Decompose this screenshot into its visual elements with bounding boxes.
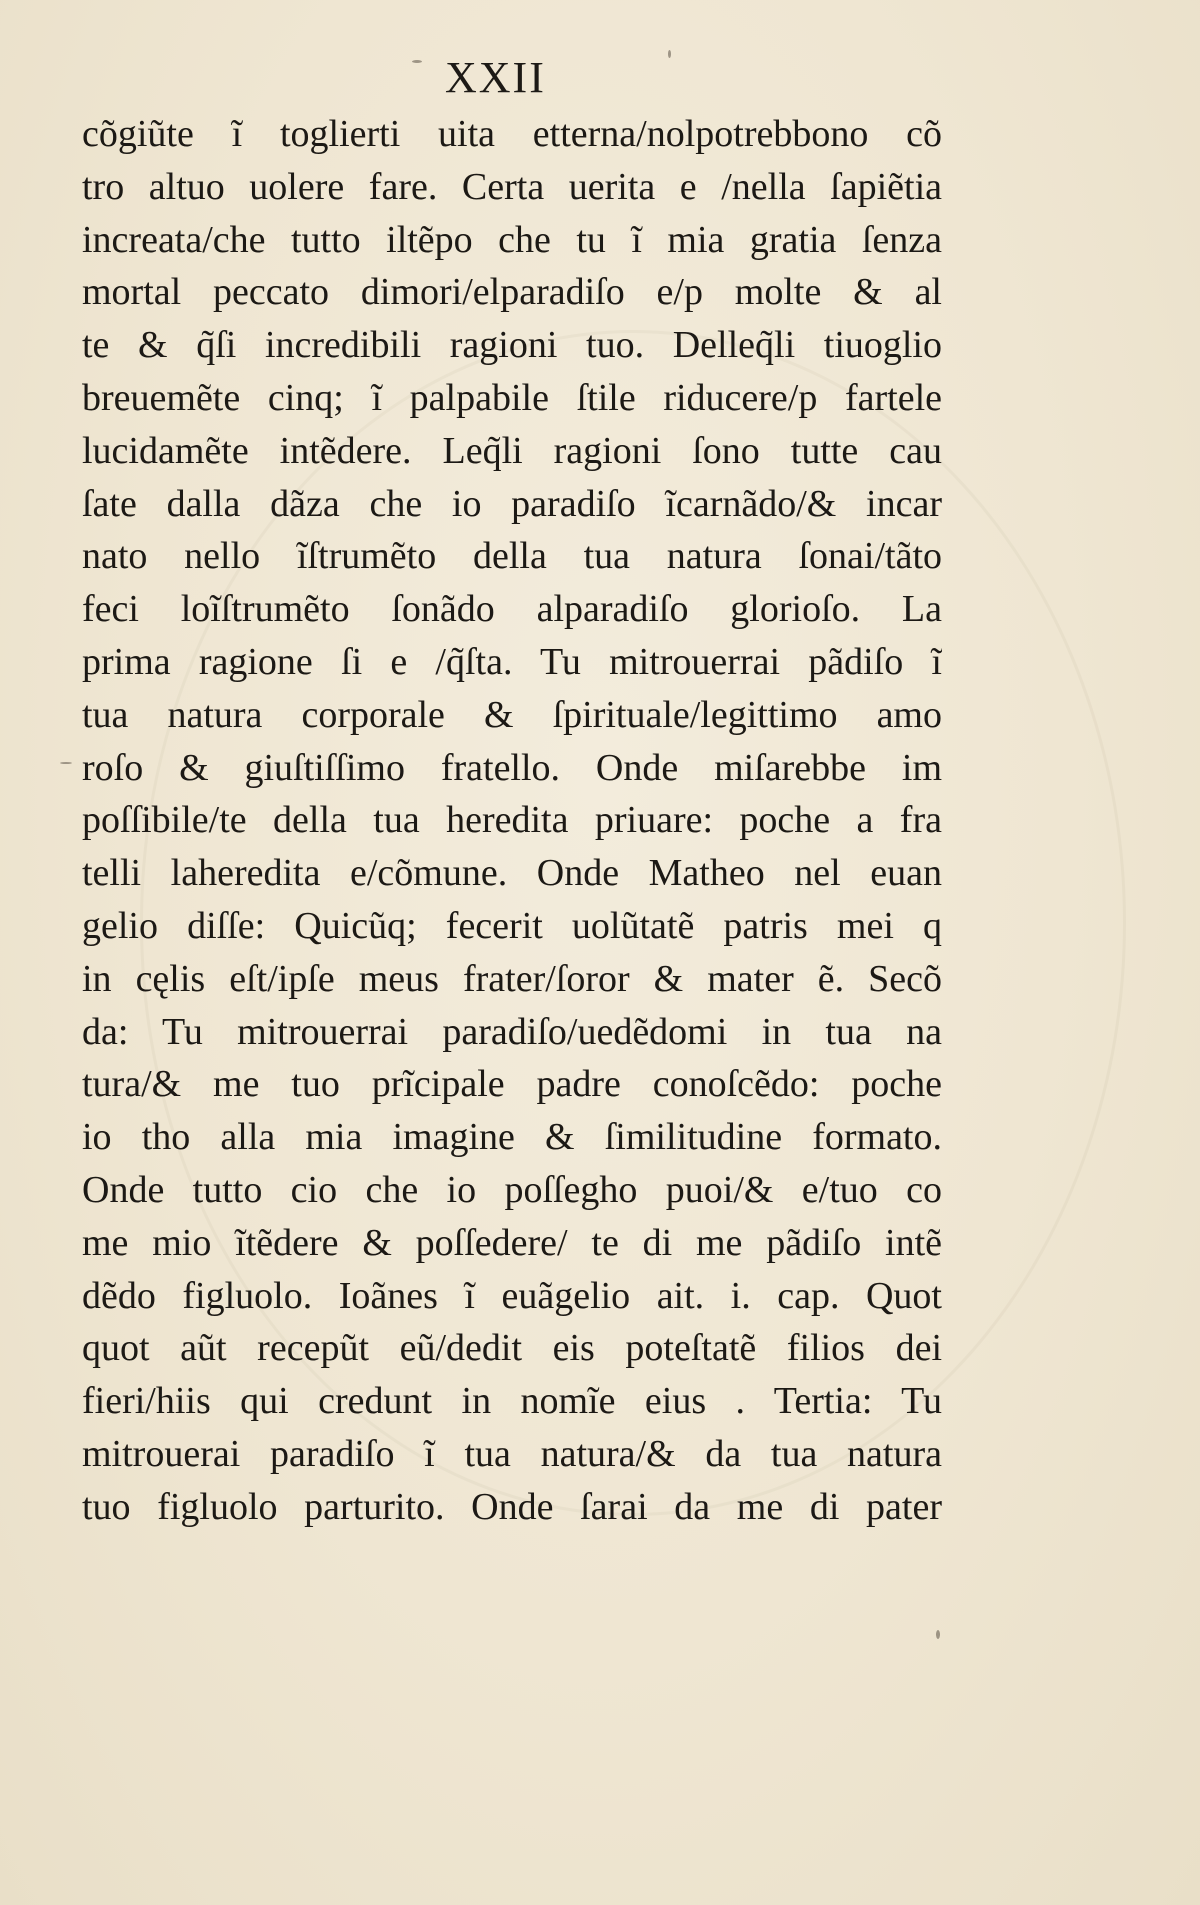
text-line: tua natura corporale & ſpirituale/legittimo amo [82,693,942,736]
ink-speck [668,50,671,58]
text-line: dẽdo figluolo. Ioãnes ĩ euãgelio ait. i. cap. Quot [82,1274,942,1317]
text-line: breuemẽte cinq; ĩ palpabile ſtile riducere/p fartele [82,376,942,419]
text-line: te & q̃ſi incredibili ragioni tuo. Delleq̃li tiuoglio [82,324,942,367]
text-line: da: Tu mitrouerrai paradiſo/uedẽdomi in tua na [82,1010,942,1053]
text-line: cõgiũte ĩ toglierti uita etterna/nolpotrebbono cõ [82,113,942,155]
folio-number: XXII [445,53,546,102]
text-line: me mio ĩtẽdere & poſſedere/ te di me pãdiſo intẽ [82,1221,942,1264]
text-line: poſſibile/te della tua heredita priuare: poche a fra [82,799,942,842]
body-text [82,108,942,1534]
text-line: fieri/hiis qui credunt in nomĩe eius . Tertia: Tu [82,1380,942,1423]
text-line: increata/che tutto iltẽpo che tu ĩ mia gratia ſenza [82,218,942,261]
text-line: io tho alla mia imagine & ſimilitudine formato. [82,1116,942,1159]
text-line: quot aũt recepũt eũ/dedit eis poteſtatẽ filios dei [82,1327,942,1370]
text-line: in cęlis eſt/ipſe meus frater/ſoror & mater ẽ. Secõ [82,957,942,1000]
text-line: Onde tutto cio che io poſſegho puoi/& e/tuo co [82,1168,942,1211]
text-line: gelio diſſe: Quicũq; fecerit uolũtatẽ patris mei q [82,904,942,947]
ink-speck [412,60,422,63]
ink-speck [936,1630,940,1639]
text-line: lucidamẽte intẽdere. Leq̃li ragioni ſono tutte cau [82,429,942,472]
text-line: telli laheredita e/cõmune. Onde Matheo nel euan [82,852,942,895]
text-line: mortal peccato dimori/elparadiſo e/p molte & al [82,271,942,314]
text-line: feci loĩſtrumẽto ſonãdo alparadiſo glorioſo. La [82,588,942,631]
text-line: roſo & giuſtiſſimo fratello. Onde miſarebbe im [82,746,942,789]
text-line: ſate dalla dãza che io paradiſo ĩcarnãdo/& incar [82,482,942,525]
text-line: mitrouerai paradiſo ĩ tua natura/& da tua natura [82,1432,942,1475]
text-line: tura/& me tuo prĩcipale padre conoſcẽdo: poche [82,1063,942,1106]
text-line: tuo figluolo parturito. Onde ſarai da me di pater [82,1485,942,1528]
text-line: nato nello ĩſtrumẽto della tua natura ſonai/tãto [82,535,942,578]
ink-speck [60,762,72,764]
text-line: prima ragione ſi e /q̃ſta. Tu mitrouerrai pãdiſo ĩ [82,640,942,683]
text-line: tro altuo uolere fare. Certa uerita e /nella ſapiẽtia [82,165,942,208]
